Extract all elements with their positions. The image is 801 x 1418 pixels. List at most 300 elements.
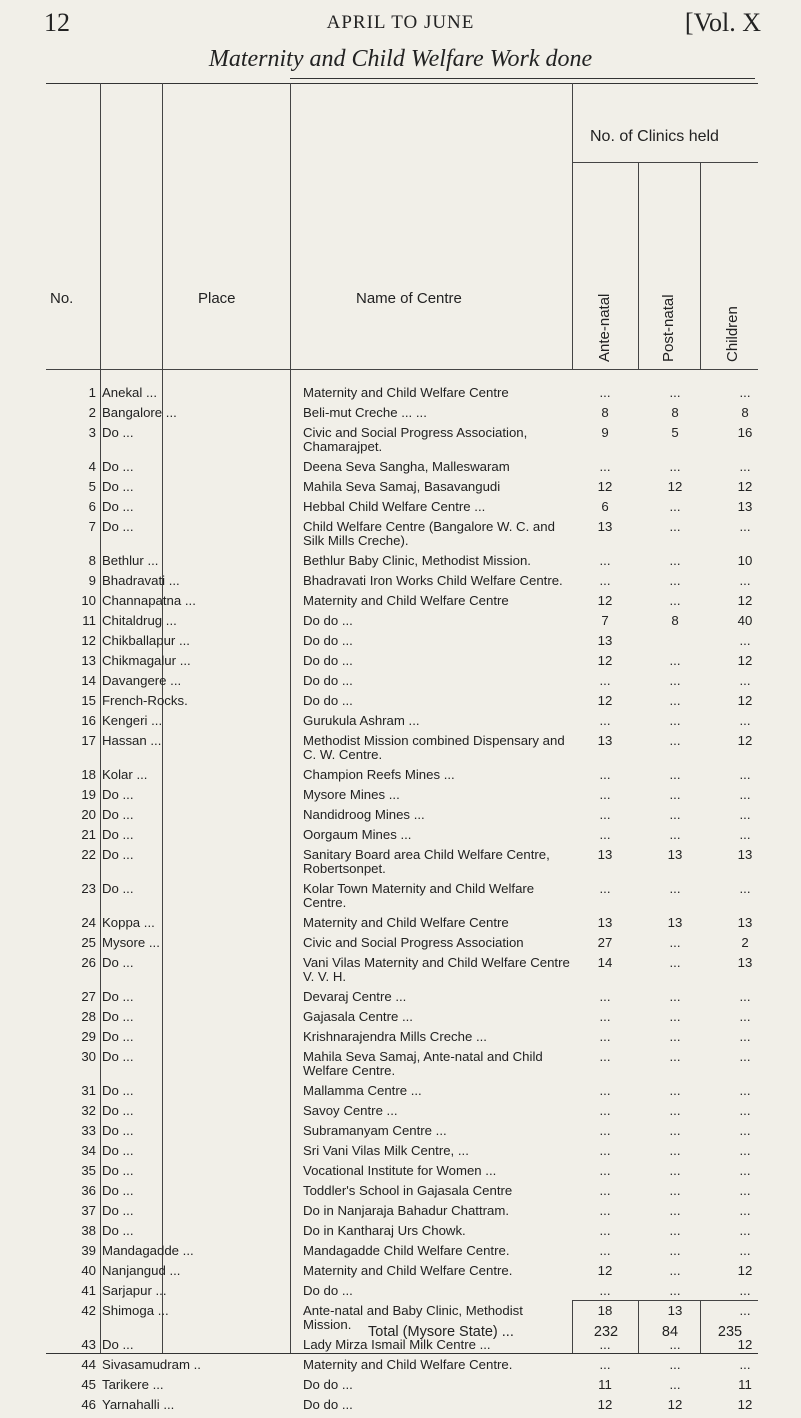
row-number: 20 (81, 807, 96, 822)
row-place: Do ... (102, 847, 134, 862)
header-ante-natal: Ante-natal (596, 293, 613, 362)
row-children: ... (739, 787, 751, 802)
row-number: 5 (88, 479, 96, 494)
row-ante-natal: 13 (597, 733, 613, 748)
table-row (0, 634, 801, 654)
row-centre-name: Do do ... (303, 653, 353, 668)
row-children: ... (739, 1049, 751, 1064)
row-centre-name: Maternity and Child Welfare Centre. (303, 1263, 513, 1278)
row-ante-natal: 8 (601, 405, 609, 420)
row-post-natal: ... (669, 1337, 681, 1352)
row-place: Nanjangud ... (102, 1263, 181, 1278)
header-no: No. (50, 290, 74, 307)
row-post-natal: ... (669, 733, 681, 748)
row-place: Do ... (102, 1029, 134, 1044)
row-children: ... (739, 459, 751, 474)
row-children: 2 (741, 935, 749, 950)
table-row (0, 594, 801, 614)
row-number: 32 (81, 1103, 96, 1118)
row-centre-name: Methodist Mission combined Dispensary and C. W. Centre. (303, 733, 565, 762)
row-centre-name: Nandidroog Mines ... (303, 807, 425, 822)
row-post-natal: ... (669, 1123, 681, 1138)
row-ante-natal: ... (599, 827, 611, 842)
row-children: ... (739, 1143, 751, 1158)
row-centre-name: Bhadravati Iron Works Child Welfare Centre. (303, 573, 563, 588)
row-children: ... (739, 827, 751, 842)
table-row (0, 734, 801, 768)
row-place: Do ... (102, 807, 134, 822)
row-place: Koppa ... (102, 915, 155, 930)
total-children: 235 (717, 1324, 743, 1340)
row-place: Do ... (102, 989, 134, 1004)
row-ante-natal: 12 (597, 693, 613, 708)
table-row (0, 1338, 801, 1358)
row-place: Do ... (102, 1049, 134, 1064)
row-centre-name: Beli-mut Creche ... ... (303, 405, 427, 420)
row-children: ... (739, 1283, 751, 1298)
row-number: 18 (81, 767, 96, 782)
row-centre-name: Lady Mirza Ismail Milk Centre ... (303, 1337, 491, 1352)
total-label: Total (Mysore State) ... (368, 1324, 514, 1340)
row-centre-name: Mysore Mines ... (303, 787, 400, 802)
row-place: Shimoga ... (102, 1303, 169, 1318)
row-post-natal: ... (669, 1029, 681, 1044)
row-ante-natal: 7 (601, 613, 609, 628)
row-place: Do ... (102, 1183, 134, 1198)
table-row (0, 768, 801, 788)
row-post-natal: ... (669, 955, 681, 970)
row-children: ... (739, 989, 751, 1004)
row-place: Sivasamudram .. (102, 1357, 201, 1372)
row-place: Mysore ... (102, 935, 160, 950)
row-number: 43 (81, 1337, 96, 1352)
row-place: Hassan ... (102, 733, 162, 748)
row-number: 42 (81, 1303, 96, 1318)
row-centre-name: Champion Reefs Mines ... (303, 767, 455, 782)
row-children: ... (739, 1009, 751, 1024)
row-ante-natal: ... (599, 1183, 611, 1198)
row-post-natal: ... (669, 713, 681, 728)
table-row (0, 500, 801, 520)
header-clinics-group: No. of Clinics held (590, 128, 719, 145)
row-children: ... (739, 1223, 751, 1238)
row-place: Do ... (102, 1143, 134, 1158)
row-number: 21 (81, 827, 96, 842)
row-number: 28 (81, 1009, 96, 1024)
table-row (0, 1244, 801, 1264)
row-centre-name: Do do ... (303, 1397, 353, 1412)
row-place: Bangalore ... (102, 405, 177, 420)
row-number: 22 (81, 847, 96, 862)
row-number: 46 (81, 1397, 96, 1412)
row-number: 3 (88, 425, 96, 440)
row-number: 10 (81, 593, 96, 608)
row-post-natal: ... (669, 573, 681, 588)
row-place: Do ... (102, 881, 134, 896)
row-post-natal: 13 (667, 847, 683, 862)
row-children: ... (739, 1357, 751, 1372)
row-centre-name: Subramanyam Centre ... (303, 1123, 447, 1138)
row-post-natal: ... (669, 1263, 681, 1278)
row-post-natal: ... (669, 989, 681, 1004)
row-children: ... (739, 1243, 751, 1258)
row-number: 17 (81, 733, 96, 748)
row-centre-name: Maternity and Child Welfare Centre (303, 385, 509, 400)
row-post-natal: ... (669, 519, 681, 534)
row-place: Do ... (102, 459, 134, 474)
row-post-natal: ... (669, 881, 681, 896)
row-place: Do ... (102, 1083, 134, 1098)
row-ante-natal: ... (599, 573, 611, 588)
row-number: 19 (81, 787, 96, 802)
row-post-natal: ... (669, 1377, 681, 1392)
row-ante-natal: ... (599, 881, 611, 896)
table-row (0, 386, 801, 406)
row-children: 12 (737, 653, 753, 668)
row-ante-natal: 6 (601, 499, 609, 514)
row-centre-name: Sanitary Board area Child Welfare Centre, Robertsonpet. (303, 847, 550, 876)
running-title: APRIL TO JUNE (326, 12, 475, 33)
row-ante-natal: ... (599, 1223, 611, 1238)
row-ante-natal: ... (599, 1103, 611, 1118)
row-place: Do ... (102, 1009, 134, 1024)
table-row (0, 1204, 801, 1224)
volume-label: [Vol. X (684, 8, 761, 37)
row-number: 44 (81, 1357, 96, 1372)
row-number: 35 (81, 1163, 96, 1178)
row-place: Do ... (102, 499, 134, 514)
row-children: 8 (741, 405, 749, 420)
row-ante-natal: 12 (597, 1397, 613, 1412)
row-place: Do ... (102, 955, 134, 970)
row-post-natal: ... (669, 1103, 681, 1118)
row-ante-natal: 14 (597, 955, 613, 970)
row-children: 40 (737, 613, 753, 628)
row-number: 7 (88, 519, 96, 534)
row-post-natal: ... (669, 1009, 681, 1024)
col-divider-ante (638, 162, 639, 370)
row-centre-name: Vani Vilas Maternity and Child Welfare Centre V. V. H. (303, 955, 570, 984)
row-number: 41 (81, 1283, 96, 1298)
row-place: Do ... (102, 1163, 134, 1178)
table-row (0, 1378, 801, 1398)
row-children: 12 (737, 1397, 753, 1412)
row-children: ... (739, 1303, 751, 1318)
row-centre-name: Gajasala Centre ... (303, 1009, 413, 1024)
row-post-natal: 8 (671, 405, 679, 420)
row-centre-name: Devaraj Centre ... (303, 989, 407, 1004)
table-row (0, 1398, 801, 1418)
row-children: ... (739, 1029, 751, 1044)
table-top-rule (46, 83, 758, 84)
row-number: 6 (88, 499, 96, 514)
row-place: Yarnahalli ... (102, 1397, 175, 1412)
row-children: ... (739, 713, 751, 728)
row-centre-name: Mahila Seva Samaj, Ante-natal and Child Welfare Centre. (303, 1049, 543, 1078)
table-row (0, 674, 801, 694)
clinics-group-rule (572, 162, 758, 163)
row-children: ... (739, 573, 751, 588)
col-divider-centre (572, 83, 573, 370)
row-place: Do ... (102, 479, 134, 494)
row-children: 13 (737, 955, 753, 970)
row-number: 13 (81, 653, 96, 668)
row-place: Channapatna ... (102, 593, 196, 608)
row-ante-natal: 27 (597, 935, 613, 950)
row-ante-natal: ... (599, 673, 611, 688)
row-centre-name: Vocational Institute for Women ... (303, 1163, 497, 1178)
row-place: Do ... (102, 1123, 134, 1138)
row-ante-natal: ... (599, 989, 611, 1004)
row-place: Do ... (102, 425, 134, 440)
row-place: Mandagadde ... (102, 1243, 194, 1258)
row-place: Bethlur ... (102, 553, 159, 568)
table-row (0, 694, 801, 714)
row-place: Do ... (102, 1223, 134, 1238)
row-post-natal: ... (669, 693, 681, 708)
row-post-natal: ... (669, 1283, 681, 1298)
row-children: ... (739, 385, 751, 400)
row-number: 36 (81, 1183, 96, 1198)
row-number: 8 (88, 553, 96, 568)
row-children: 10 (737, 553, 753, 568)
row-children: ... (739, 633, 751, 648)
row-ante-natal: ... (599, 787, 611, 802)
row-centre-name: Maternity and Child Welfare Centre (303, 593, 509, 608)
table-row (0, 1284, 801, 1304)
row-place: Sarjapur ... (102, 1283, 167, 1298)
row-children: ... (739, 1083, 751, 1098)
table-row (0, 1084, 801, 1104)
row-post-natal: ... (669, 553, 681, 568)
row-post-natal: ... (669, 593, 681, 608)
row-place: Chikballapur ... (102, 633, 190, 648)
table-row (0, 1030, 801, 1050)
row-centre-name: Oorgaum Mines ... (303, 827, 412, 842)
table-row (0, 460, 801, 480)
table-row (0, 406, 801, 426)
row-centre-name: Do in Nanjaraja Bahadur Chattram. (303, 1203, 509, 1218)
row-children: 13 (737, 847, 753, 862)
table-row (0, 1164, 801, 1184)
row-number: 2 (88, 405, 96, 420)
row-ante-natal: 13 (597, 915, 613, 930)
table-row (0, 1104, 801, 1124)
row-centre-name: Deena Seva Sangha, Malleswaram (303, 459, 510, 474)
row-children: ... (739, 1103, 751, 1118)
row-centre-name: Do do ... (303, 633, 353, 648)
row-centre-name: Do do ... (303, 673, 353, 688)
row-ante-natal: 13 (597, 519, 613, 534)
total-ante-natal: 232 (593, 1324, 619, 1340)
row-children: 16 (737, 425, 753, 440)
row-ante-natal: ... (599, 553, 611, 568)
row-ante-natal: ... (599, 767, 611, 782)
row-post-natal: ... (669, 1143, 681, 1158)
row-number: 23 (81, 881, 96, 896)
table-row (0, 882, 801, 916)
row-number: 26 (81, 955, 96, 970)
row-number: 1 (88, 385, 96, 400)
row-ante-natal: 9 (601, 425, 609, 440)
row-place: Bhadravati ... (102, 573, 180, 588)
row-post-natal: ... (669, 1243, 681, 1258)
row-centre-name: Gurukula Ashram ... (303, 713, 420, 728)
row-number: 30 (81, 1049, 96, 1064)
header-bottom-rule (46, 369, 758, 370)
row-number: 24 (81, 915, 96, 930)
row-ante-natal: ... (599, 1009, 611, 1024)
row-place: Davangere ... (102, 673, 182, 688)
row-ante-natal: ... (599, 1123, 611, 1138)
row-place: Do ... (102, 519, 134, 534)
table-row (0, 1124, 801, 1144)
table-row (0, 1144, 801, 1164)
table-row (0, 1224, 801, 1244)
table-row (0, 936, 801, 956)
row-ante-natal: ... (599, 1163, 611, 1178)
table-row (0, 574, 801, 594)
col-divider-post (700, 162, 701, 370)
row-post-natal: ... (669, 1357, 681, 1372)
title-underline (290, 78, 755, 79)
row-children: 12 (737, 479, 753, 494)
table-row (0, 1184, 801, 1204)
row-ante-natal: ... (599, 459, 611, 474)
row-post-natal: ... (669, 673, 681, 688)
row-ante-natal: 13 (597, 847, 613, 862)
row-centre-name: Maternity and Child Welfare Centre. (303, 1357, 513, 1372)
row-centre-name: Child Welfare Centre (Bangalore W. C. and Silk Mills Creche). (303, 519, 555, 548)
row-ante-natal: 12 (597, 593, 613, 608)
row-number: 15 (81, 693, 96, 708)
row-ante-natal: 13 (597, 633, 613, 648)
row-children: 12 (737, 733, 753, 748)
row-place: French-Rocks. (102, 693, 188, 708)
row-ante-natal: 12 (597, 653, 613, 668)
header-place: Place (198, 290, 236, 307)
table-row (0, 990, 801, 1010)
row-post-natal: ... (669, 499, 681, 514)
table-row (0, 956, 801, 990)
row-children: 12 (737, 693, 753, 708)
page-number: 12 (44, 8, 70, 37)
row-centre-name: Civic and Social Progress Association, Chamarajpet. (303, 425, 528, 454)
row-centre-name: Krishnarajendra Mills Creche ... (303, 1029, 487, 1044)
table-row (0, 520, 801, 554)
row-children: ... (739, 519, 751, 534)
row-centre-name: Toddler's School in Gajasala Centre (303, 1183, 513, 1198)
row-ante-natal: 12 (597, 1263, 613, 1278)
row-post-natal: ... (669, 1223, 681, 1238)
row-number: 27 (81, 989, 96, 1004)
row-number: 31 (81, 1083, 96, 1098)
row-children: ... (739, 1183, 751, 1198)
table-row (0, 916, 801, 936)
row-place: Do ... (102, 1203, 134, 1218)
row-children: 13 (737, 915, 753, 930)
row-ante-natal: 18 (597, 1303, 613, 1318)
row-place: Anekal ... (102, 385, 157, 400)
row-place: Tarikere ... (102, 1377, 164, 1392)
row-post-natal: ... (669, 827, 681, 842)
row-number: 9 (88, 573, 96, 588)
table-row (0, 808, 801, 828)
row-centre-name: Do do ... (303, 1377, 353, 1392)
row-post-natal: 13 (667, 1303, 683, 1318)
row-centre-name: Maternity and Child Welfare Centre (303, 915, 509, 930)
row-centre-name: Civic and Social Progress Association (303, 935, 524, 950)
row-children: 13 (737, 499, 753, 514)
row-children: ... (739, 807, 751, 822)
row-centre-name: Kolar Town Maternity and Child Welfare Centre. (303, 881, 535, 910)
row-post-natal: ... (669, 1183, 681, 1198)
row-post-natal: 12 (667, 479, 683, 494)
row-post-natal: ... (669, 1163, 681, 1178)
row-place: Kengeri ... (102, 713, 163, 728)
row-post-natal: ... (669, 807, 681, 822)
row-number: 25 (81, 935, 96, 950)
row-centre-name: Sri Vani Vilas Milk Centre, ... (303, 1143, 469, 1158)
row-centre-name: Mallamma Centre ... (303, 1083, 422, 1098)
row-ante-natal: ... (599, 1083, 611, 1098)
row-number: 39 (81, 1243, 96, 1258)
table-row (0, 1010, 801, 1030)
row-centre-name: Do do ... (303, 693, 353, 708)
table-row (0, 848, 801, 882)
table-row (0, 614, 801, 634)
row-post-natal: ... (669, 1049, 681, 1064)
row-post-natal: ... (669, 1083, 681, 1098)
table-row (0, 1358, 801, 1378)
row-centre-name: Mahila Seva Samaj, Basavangudi (303, 479, 501, 494)
row-place: Kolar ... (102, 767, 148, 782)
row-post-natal: ... (669, 385, 681, 400)
row-ante-natal: 12 (597, 479, 613, 494)
row-place: Do ... (102, 827, 134, 842)
row-number: 4 (88, 459, 96, 474)
row-post-natal: 5 (671, 425, 679, 440)
row-place: Do ... (102, 1103, 134, 1118)
page-title: Maternity and Child Welfare Work done (208, 46, 593, 72)
row-centre-name: Ante-natal and Baby Clinic, Methodist Mission. (303, 1303, 523, 1332)
table-row (0, 788, 801, 808)
table-row (0, 1264, 801, 1284)
row-children: 12 (737, 1263, 753, 1278)
row-ante-natal: ... (599, 1049, 611, 1064)
row-children: ... (739, 767, 751, 782)
row-ante-natal: ... (599, 1337, 611, 1352)
row-children: 12 (737, 593, 753, 608)
row-post-natal: ... (669, 1203, 681, 1218)
row-ante-natal: ... (599, 1143, 611, 1158)
row-children: ... (739, 673, 751, 688)
row-number: 29 (81, 1029, 96, 1044)
row-ante-natal: ... (599, 1357, 611, 1372)
row-children: ... (739, 1163, 751, 1178)
row-place: Chikmagalur ... (102, 653, 191, 668)
header-children: Children (724, 306, 741, 362)
header-post-natal: Post-natal (660, 294, 677, 362)
page-header (0, 0, 801, 36)
row-centre-name: Mandagadde Child Welfare Centre. (303, 1243, 510, 1258)
total-post-natal: 84 (661, 1324, 679, 1340)
row-post-natal: ... (669, 459, 681, 474)
row-number: 11 (82, 613, 96, 628)
row-centre-name: Bethlur Baby Clinic, Methodist Mission. (303, 553, 531, 568)
row-post-natal: 13 (667, 915, 683, 930)
row-number: 37 (81, 1203, 96, 1218)
